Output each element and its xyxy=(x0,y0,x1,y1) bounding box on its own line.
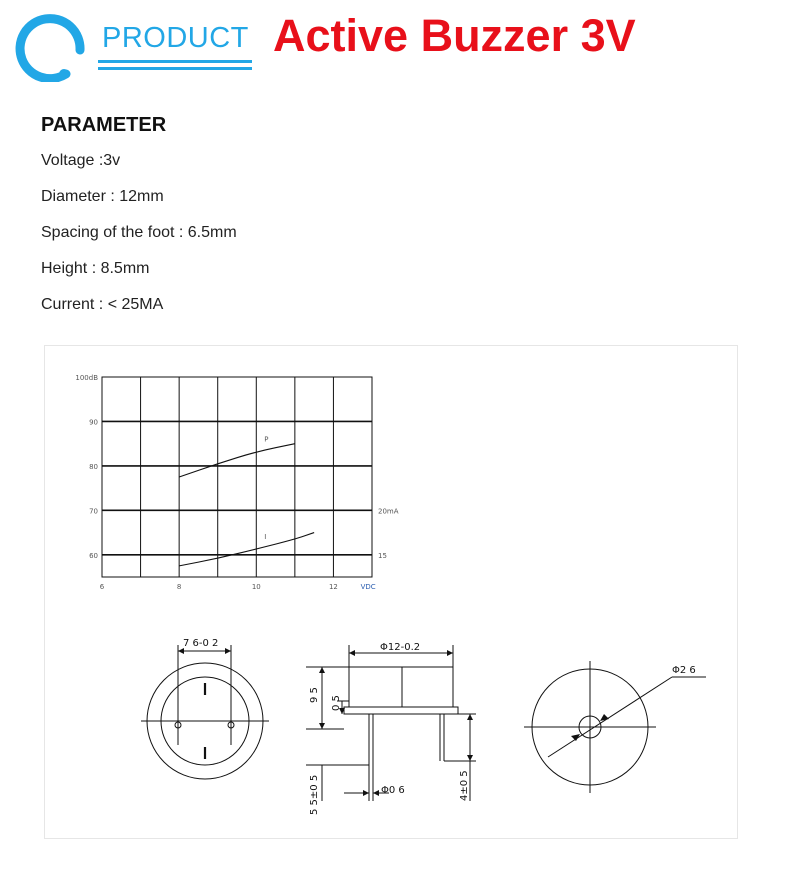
x-tick-label: 12 xyxy=(328,583,338,591)
param-current: Current : < 25MA xyxy=(41,296,164,313)
y-tick-label: 70 xyxy=(89,507,98,516)
pin-diameter-label: Φ0 6 xyxy=(381,785,405,796)
hole-diameter-label: Φ2 6 xyxy=(672,665,696,676)
side-height-label: 9 5 xyxy=(309,687,320,703)
y-tick-label: 80 xyxy=(89,462,98,471)
side-base-label: 0 5 xyxy=(331,695,342,711)
x-tick-label: 6 xyxy=(99,583,105,591)
y-right-tick-label: 20mA xyxy=(378,507,399,516)
page-title: Active Buzzer 3V xyxy=(273,10,636,61)
series-label-i: I xyxy=(264,533,267,541)
param-voltage: Voltage :3v xyxy=(41,152,121,169)
pin-spacing-label: 7 6-0 2 xyxy=(183,638,219,649)
side-view-drawing xyxy=(306,645,476,801)
y-tick-label: 60 xyxy=(89,551,98,560)
x-tick-label: 8 xyxy=(176,583,182,591)
pin-extension-label: 4±0 5 xyxy=(459,770,470,801)
side-diameter-label: Φ12-0.2 xyxy=(380,642,421,653)
parameter-heading: PARAMETER xyxy=(41,114,167,136)
x-axis-label: VDC xyxy=(360,583,376,591)
pin-length-label: 5 5±0 5 xyxy=(309,774,320,815)
x-tick-label: 10 xyxy=(251,583,261,591)
param-foot-spacing: Spacing of the foot : 6.5mm xyxy=(41,224,237,241)
logo-ring-icon xyxy=(14,10,94,82)
y-tick-label: 90 xyxy=(89,418,98,427)
logo-underline xyxy=(98,60,252,74)
y-tick-label: 100dB xyxy=(75,374,98,382)
logo-text: PRODUCT xyxy=(102,22,249,54)
param-diameter: Diameter : 12mm xyxy=(41,188,164,205)
top-view-drawing xyxy=(524,661,706,793)
mechanical-drawings xyxy=(44,345,738,839)
series-label-p: P xyxy=(264,435,269,444)
product-logo xyxy=(12,8,252,80)
param-height: Height : 8.5mm xyxy=(41,260,150,277)
y-right-tick-label: 15 xyxy=(378,551,387,560)
bottom-view-drawing xyxy=(141,645,269,779)
